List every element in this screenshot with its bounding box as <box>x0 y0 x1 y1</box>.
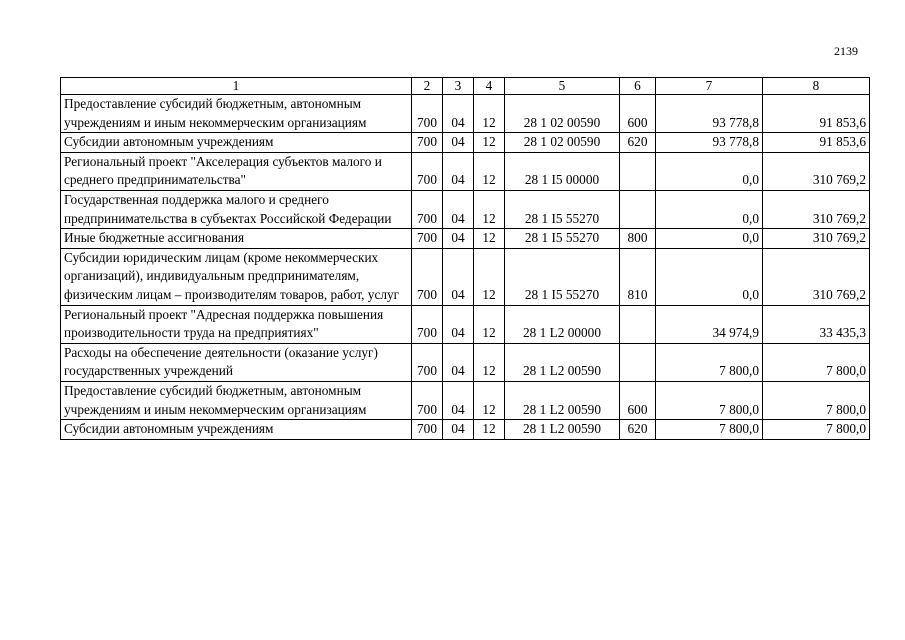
row-expense-type <box>620 152 656 190</box>
row-target-article: 28 1 I5 55270 <box>505 190 620 228</box>
row-ministry: 700 <box>412 420 443 440</box>
budget-table <box>60 77 870 440</box>
row-amount-1: 0,0 <box>656 190 763 228</box>
row-ministry: 700 <box>412 248 443 305</box>
row-subsection: 12 <box>474 152 505 190</box>
row-name: Государственная поддержка малого и среднего предпринимательства в субъектах Российской Федерации <box>61 190 412 228</box>
row-expense-type: 800 <box>620 229 656 249</box>
row-section: 04 <box>443 305 474 343</box>
row-section: 04 <box>443 152 474 190</box>
row-ministry: 700 <box>412 229 443 249</box>
row-section: 04 <box>443 248 474 305</box>
row-target-article: 28 1 I5 55270 <box>505 248 620 305</box>
row-section: 04 <box>443 229 474 249</box>
row-amount-1: 93 778,8 <box>656 95 763 133</box>
row-amount-2: 7 800,0 <box>763 420 870 440</box>
row-ministry: 700 <box>412 305 443 343</box>
header-cell-3: 3 <box>443 78 474 95</box>
row-name: Субсидии автономным учреждениям <box>61 420 412 440</box>
row-subsection: 12 <box>474 305 505 343</box>
row-ministry: 700 <box>412 381 443 419</box>
table-row <box>61 305 870 343</box>
row-name: Субсидии автономным учреждениям <box>61 133 412 153</box>
header-cell-8: 8 <box>763 78 870 95</box>
row-expense-type <box>620 343 656 381</box>
header-cell-4: 4 <box>474 78 505 95</box>
row-amount-2: 310 769,2 <box>763 248 870 305</box>
table-row <box>61 152 870 190</box>
row-name: Региональный проект "Адресная поддержка повышения производительности труда на предприятиях" <box>61 305 412 343</box>
row-name: Предоставление субсидий бюджетным, автономным учреждениям и иным некоммерческим организациям <box>61 95 412 133</box>
row-target-article: 28 1 L2 00000 <box>505 305 620 343</box>
row-amount-2: 91 853,6 <box>763 95 870 133</box>
table-row <box>61 229 870 249</box>
page-number: 2139 <box>834 44 858 58</box>
row-name: Предоставление субсидий бюджетным, автономным учреждениям и иным некоммерческим организациям <box>61 381 412 419</box>
header-cell-5: 5 <box>505 78 620 95</box>
header-cell-6: 6 <box>620 78 656 95</box>
row-section: 04 <box>443 343 474 381</box>
row-ministry: 700 <box>412 190 443 228</box>
row-ministry: 700 <box>412 95 443 133</box>
row-target-article: 28 1 I5 00000 <box>505 152 620 190</box>
row-section: 04 <box>443 95 474 133</box>
row-target-article: 28 1 L2 00590 <box>505 420 620 440</box>
row-subsection: 12 <box>474 133 505 153</box>
row-amount-1: 0,0 <box>656 152 763 190</box>
row-expense-type: 620 <box>620 420 656 440</box>
row-amount-1: 7 800,0 <box>656 420 763 440</box>
row-target-article: 28 1 02 00590 <box>505 95 620 133</box>
row-expense-type <box>620 305 656 343</box>
row-name: Иные бюджетные ассигнования <box>61 229 412 249</box>
row-amount-1: 0,0 <box>656 229 763 249</box>
row-amount-1: 0,0 <box>656 248 763 305</box>
row-section: 04 <box>443 133 474 153</box>
row-expense-type: 600 <box>620 381 656 419</box>
row-amount-2: 310 769,2 <box>763 152 870 190</box>
table-row <box>61 95 870 133</box>
row-target-article: 28 1 I5 55270 <box>505 229 620 249</box>
row-ministry: 700 <box>412 343 443 381</box>
row-ministry: 700 <box>412 152 443 190</box>
header-cell-7: 7 <box>656 78 763 95</box>
row-amount-1: 7 800,0 <box>656 343 763 381</box>
row-amount-1: 93 778,8 <box>656 133 763 153</box>
row-amount-2: 7 800,0 <box>763 381 870 419</box>
row-section: 04 <box>443 420 474 440</box>
table-header-row <box>61 78 870 95</box>
row-amount-2: 7 800,0 <box>763 343 870 381</box>
row-section: 04 <box>443 190 474 228</box>
header-cell-1: 1 <box>61 78 412 95</box>
table-row <box>61 381 870 419</box>
row-section: 04 <box>443 381 474 419</box>
row-expense-type: 620 <box>620 133 656 153</box>
row-subsection: 12 <box>474 420 505 440</box>
row-amount-2: 310 769,2 <box>763 229 870 249</box>
table-row <box>61 343 870 381</box>
row-amount-1: 7 800,0 <box>656 381 763 419</box>
row-target-article: 28 1 L2 00590 <box>505 343 620 381</box>
row-target-article: 28 1 L2 00590 <box>505 381 620 419</box>
row-target-article: 28 1 02 00590 <box>505 133 620 153</box>
row-name: Расходы на обеспечение деятельности (оказание услуг) государственных учреждений <box>61 343 412 381</box>
table-row <box>61 248 870 305</box>
row-subsection: 12 <box>474 95 505 133</box>
table-row <box>61 133 870 153</box>
row-amount-2: 33 435,3 <box>763 305 870 343</box>
row-subsection: 12 <box>474 229 505 249</box>
row-expense-type: 600 <box>620 95 656 133</box>
table-row <box>61 420 870 440</box>
row-subsection: 12 <box>474 381 505 419</box>
table-row <box>61 190 870 228</box>
row-ministry: 700 <box>412 133 443 153</box>
row-amount-1: 34 974,9 <box>656 305 763 343</box>
row-name: Региональный проект "Акселерация субъектов малого и среднего предпринимательства" <box>61 152 412 190</box>
row-expense-type: 810 <box>620 248 656 305</box>
row-subsection: 12 <box>474 343 505 381</box>
row-amount-2: 91 853,6 <box>763 133 870 153</box>
row-amount-2: 310 769,2 <box>763 190 870 228</box>
row-subsection: 12 <box>474 248 505 305</box>
row-name: Субсидии юридическим лицам (кроме некоммерческих организаций), индивидуальным предпринимателям, физическим лицам – производителям товаров, работ, услуг <box>61 248 412 305</box>
header-cell-2: 2 <box>412 78 443 95</box>
row-expense-type <box>620 190 656 228</box>
row-subsection: 12 <box>474 190 505 228</box>
